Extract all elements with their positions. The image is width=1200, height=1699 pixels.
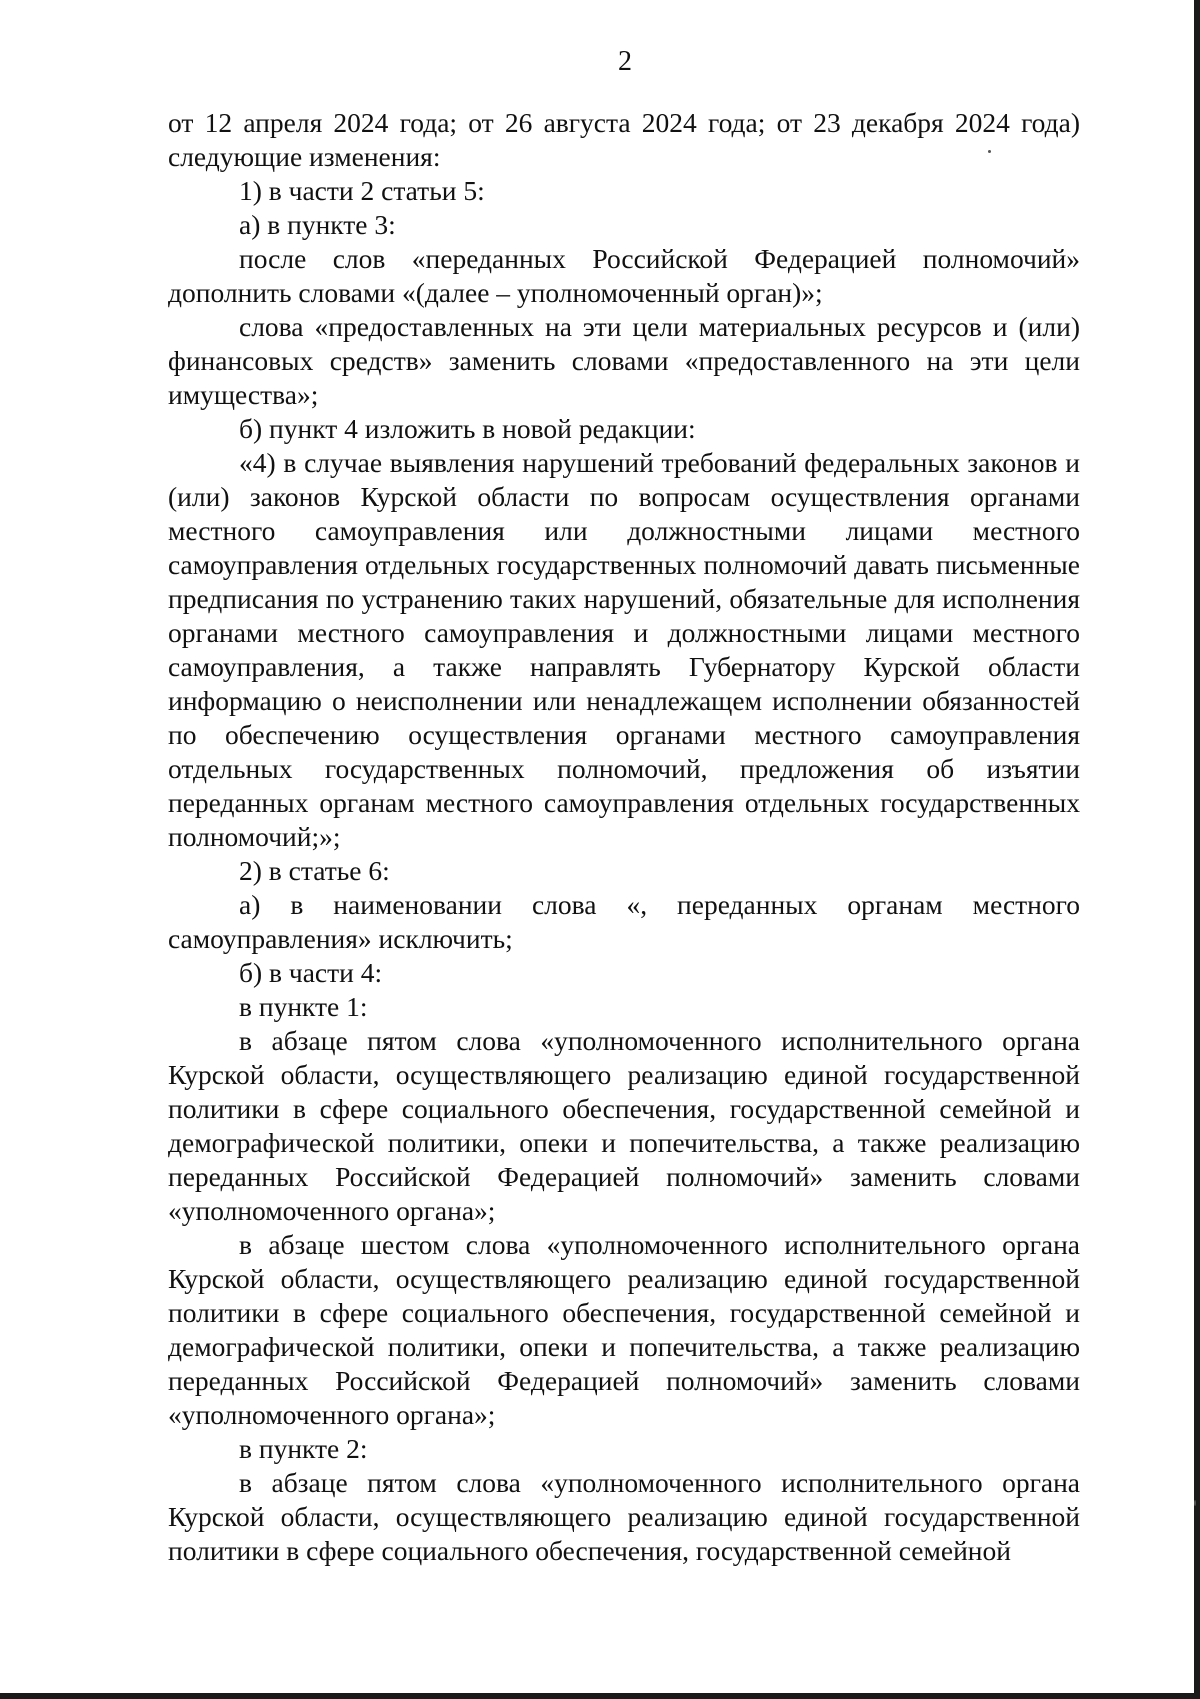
paragraph-title-exclusion: а) в наименовании слова «, переданных органам местного самоуправления» исключить;	[168, 889, 1080, 954]
paragraph-subitem-a: а) в пункте 3:	[239, 209, 396, 240]
paragraph-item-2: 2) в статье 6:	[239, 855, 390, 886]
document-body	[168, 106, 1080, 1568]
paragraph-fifth-abzac: в абзаце пятом слова «уполномоченного исполнительного органа Курской области, осуществляющего реализацию единой государственной политики в сфере социального обеспечения, государственной семейной и демографической политики, опеки и попечительства, а также реализацию переданных Российской Федерацией полномочий» заменить словами «уполномоченного органа»;	[168, 1025, 1080, 1226]
paragraph-fifth-abzac-point-2: в абзаце пятом слова «уполномоченного исполнительного органа Курской области, осуществляющего реализацию единой государственной политики в сфере социального обеспечения, государственной семейной	[168, 1467, 1080, 1566]
paragraph-sixth-abzac: в абзаце шестом слова «уполномоченного исполнительного органа Курской области, осуществляющего реализацию единой государственной политики в сфере социального обеспечения, государственной семейной и демографической политики, опеки и попечительства, а также реализацию переданных Российской Федерацией полномочий» заменить словами «уполномоченного органа»;	[168, 1229, 1080, 1430]
page-number: 2	[618, 46, 632, 77]
paragraph-item-1: 1) в части 2 статьи 5:	[239, 175, 485, 206]
scan-speck	[1194, 1500, 1196, 1506]
paragraph-after-words: после слов «переданных Российской Федерацией полномочий» дополнить словами «(далее – уполномоченный орган)»;	[168, 243, 1080, 308]
paragraph-replace-words: слова «предоставленных на эти цели материальных ресурсов и (или) финансовых средств» заменить словами «предоставленного на эти цели имущества»;	[168, 311, 1080, 410]
paragraph-part-4: б) в части 4:	[239, 957, 383, 988]
paragraph-point-1: в пункте 1:	[239, 991, 368, 1022]
paragraph-point-2: в пункте 2:	[239, 1433, 368, 1464]
paragraph-amendment-dates: от 12 апреля 2024 года; от 26 августа 2024 года; от 23 декабря 2024 года) следующие изменения:	[168, 107, 1080, 172]
paragraph-new-clause-4: «4) в случае выявления нарушений требований федеральных законов и (или) законов Курской области по вопросам осуществления органами местного самоуправления или должностными лицами местного самоуправления отдельных государственных полномочий давать письменные предписания по устранению таких нарушений, обязательные для исполнения органами местного самоуправления и должностными лицами местного самоуправления, а также направлять Губернатору Курской области информацию о неисполнении или ненадлежащем исполнении обязанностей по обеспечению осуществления органами местного самоуправления отдельных государственных полномочий, предложения об изъятии переданных органам местного самоуправления отдельных государственных полномочий;»;	[168, 447, 1080, 852]
scan-speck	[988, 150, 991, 153]
paragraph-subitem-b: б) пункт 4 изложить в новой редакции:	[239, 413, 696, 444]
